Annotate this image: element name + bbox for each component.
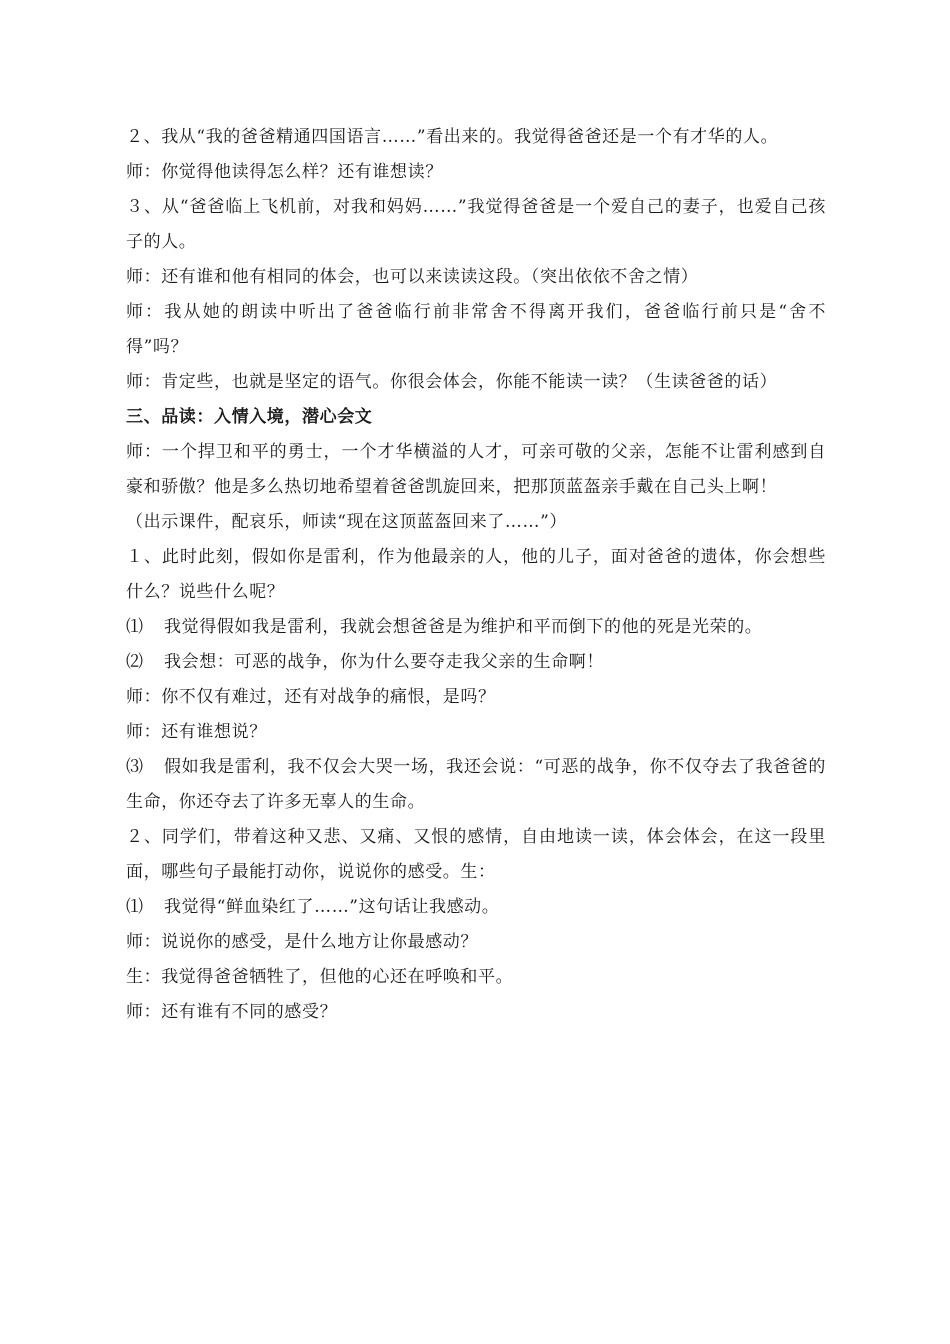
numbered-item bbox=[126, 890, 826, 925]
item-number: ⑶ bbox=[126, 757, 144, 777]
item-text: 我会想：可恶的战争，你为什么要夺走我父亲的生命啊！ bbox=[164, 652, 604, 672]
document-body bbox=[126, 120, 826, 1030]
paragraph: 师：还有谁想说？ bbox=[126, 722, 267, 742]
item-number: ⑴ bbox=[126, 897, 144, 917]
paragraph: 生：我觉得爸爸牺牲了，但他的心还在呼唤和平。 bbox=[126, 967, 514, 987]
paragraph: ２、我从“我的爸爸精通四国语言……”看出来的。我觉得爸爸还是一个有才华的人。 bbox=[126, 127, 779, 147]
paragraph: 师：我从她的朗读中听出了爸爸临行前非常舍不得离开我们，爸爸临行前只是“舍不得”吗？ bbox=[126, 302, 826, 357]
paragraph: 师：你觉得他读得怎么样？还有谁想读？ bbox=[126, 162, 443, 182]
section-heading: 三、品读：入情入境，潜心会文 bbox=[126, 407, 373, 427]
item-number: ⑵ bbox=[126, 652, 144, 672]
paragraph: 师：说说你的感受，是什么地方让你最感动？ bbox=[126, 932, 478, 952]
numbered-item bbox=[126, 610, 826, 645]
numbered-item bbox=[126, 645, 826, 680]
paragraph: 师：还有谁和他有相同的体会，也可以来读读这段。（突出依依不舍之情） bbox=[126, 267, 699, 287]
item-text: 我觉得假如我是雷利，我就会想爸爸是为维护和平而倒下的他的死是光荣的。 bbox=[164, 617, 763, 637]
paragraph: 师：一个捍卫和平的勇士，一个才华横溢的人才，可亲可敬的父亲，怎能不让雷利感到自豪和骄傲？他是多么热切地希望着爸爸凯旋回来，把那顶蓝盔亲手戴在自己头上啊！ bbox=[126, 442, 826, 497]
paragraph: ３、从“爸爸临上飞机前，对我和妈妈……”我觉得爸爸是一个爱自己的妻子，也爱自己孩子的人。 bbox=[126, 197, 826, 252]
paragraph: （出示课件，配哀乐，师读“现在这顶蓝盔回来了……”） bbox=[126, 512, 567, 532]
numbered-item bbox=[126, 750, 826, 820]
paragraph: ２、同学们，带着这种又悲、又痛、又恨的感情，自由地读一读，体会体会，在这一段里面，哪些句子最能打动你，说说你的感受。生： bbox=[126, 827, 826, 882]
paragraph: １、此时此刻，假如你是雷利，作为他最亲的人，他的儿子，面对爸爸的遗体，你会想些什么？说些什么呢？ bbox=[126, 547, 826, 602]
item-number: ⑴ bbox=[126, 617, 144, 637]
paragraph: 师：肯定些，也就是坚定的语气。你很会体会，你能不能读一读？（生读爸爸的话） bbox=[126, 372, 778, 392]
paragraph: 师：还有谁有不同的感受？ bbox=[126, 1002, 338, 1022]
item-text: 我觉得“鲜血染红了……”这句话让我感动。 bbox=[164, 897, 500, 917]
item-text: 假如我是雷利，我不仅会大哭一场，我还会说：“可恶的战争，你不仅夺去了我爸爸的生命，你还夺去了许多无辜人的生命。 bbox=[126, 757, 826, 812]
paragraph: 师：你不仅有难过，还有对战争的痛恨，是吗？ bbox=[126, 687, 496, 707]
